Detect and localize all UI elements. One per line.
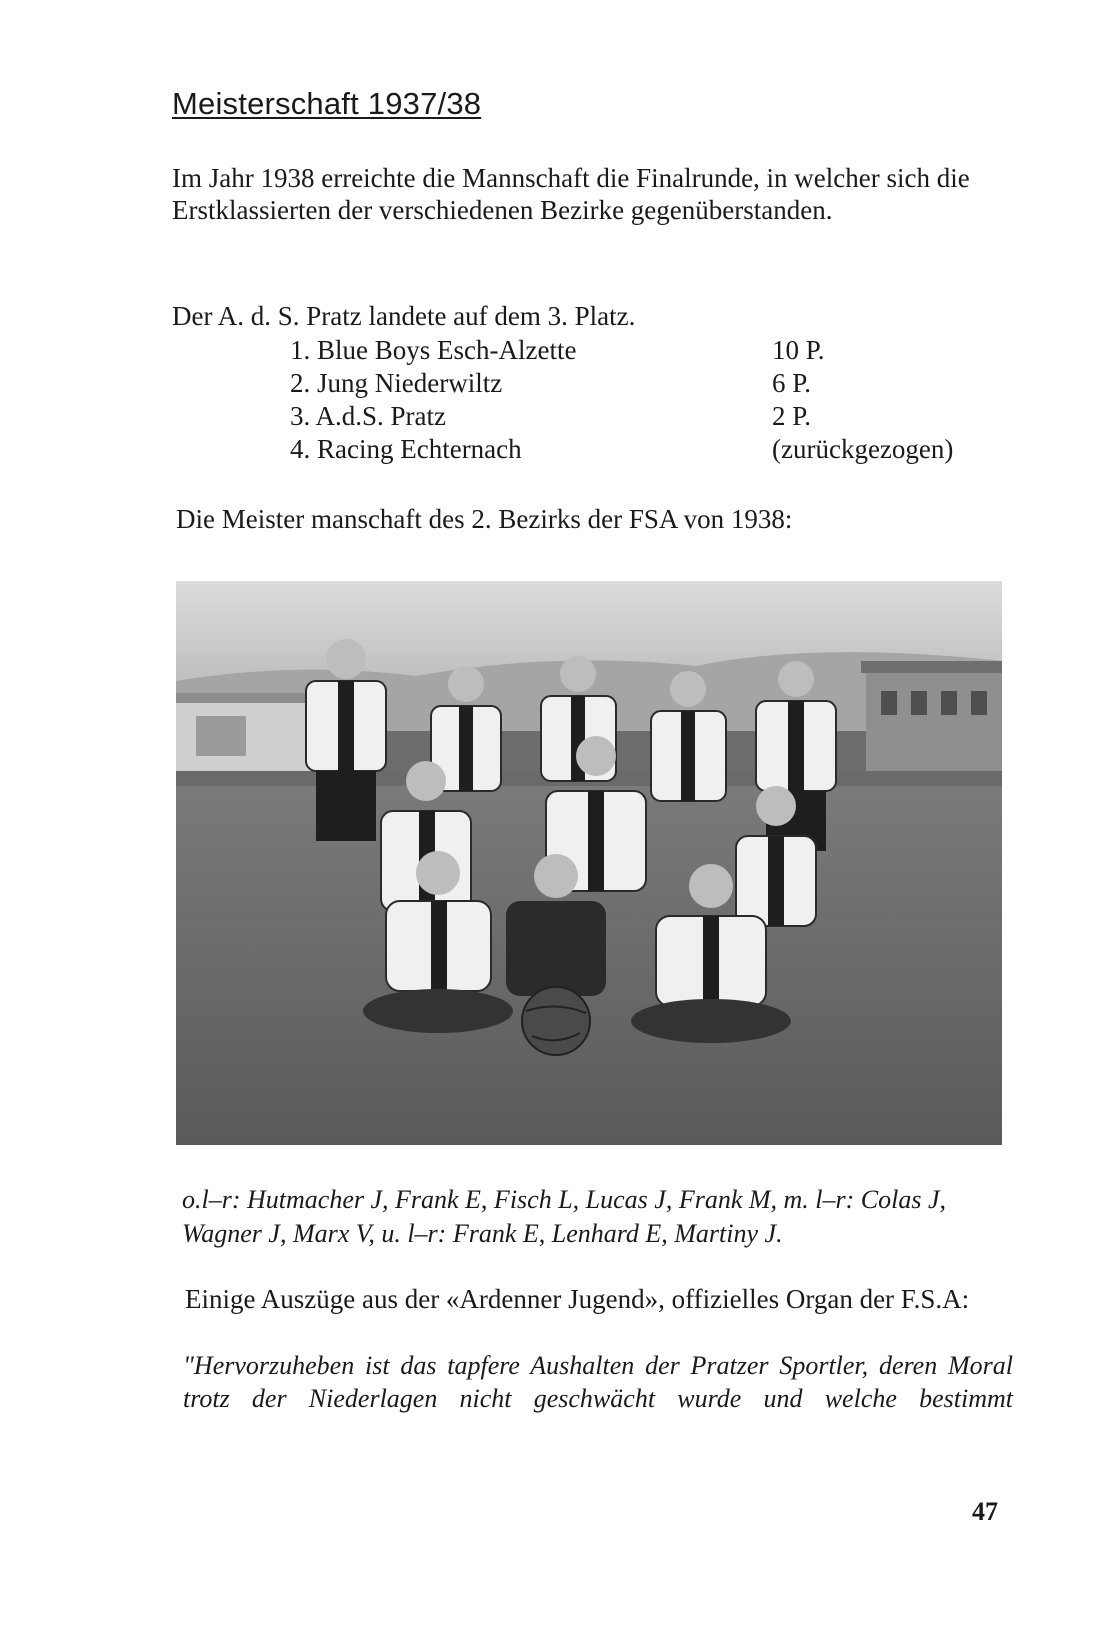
team-points: 2 P. xyxy=(772,401,812,431)
standings-table xyxy=(290,334,1010,466)
team-name: 2. Jung Niederwiltz xyxy=(290,368,503,398)
standings-row xyxy=(290,400,1010,433)
team-name: 3. A.d.S. Pratz xyxy=(290,401,447,431)
intro-paragraph: Im Jahr 1938 erreichte die Mannschaft die Finalrunde, in welcher sich die Erstklassierten der verschiedenen Bezirke gegenüberstanden. xyxy=(172,163,970,225)
quote-text: "Hervorzuheben ist das tapfere Aushalten der Pratzer Sportler, deren Moral trotz der Niederlagen nicht geschwächt wurde und welche bestimmt xyxy=(183,1351,1013,1413)
team-points: (zurückgezogen) xyxy=(772,434,954,464)
standings-row xyxy=(290,433,1010,466)
section-heading: Meisterschaft 1937/38 xyxy=(172,86,482,121)
page-number: 47 xyxy=(972,1497,998,1526)
photo-caption: o.l–r: Hutmacher J, Frank E, Fisch L, Lucas J, Frank M, m. l–r: Colas J, Wagner J, Marx V, u. l–r: Frank E, Lenhard E, Martiny J. xyxy=(182,1185,947,1248)
team-photo-illustration xyxy=(176,581,1002,1145)
team-name: 4. Racing Echternach xyxy=(290,434,522,464)
photo-intro: Die Meister manschaft des 2. Bezirks der FSA von 1938: xyxy=(176,504,793,534)
result-line: Der A. d. S. Pratz landete auf dem 3. Platz. xyxy=(172,301,636,331)
team-photo xyxy=(176,581,1002,1145)
standings-row xyxy=(290,334,1010,367)
team-points: 6 P. xyxy=(772,368,812,398)
excerpt-intro: Einige Auszüge aus der «Ardenner Jugend», offizielles Organ der F.S.A: xyxy=(185,1284,970,1314)
standings-row xyxy=(290,367,1010,400)
team-points: 10 P. xyxy=(772,335,825,365)
team-name: 1. Blue Boys Esch-Alzette xyxy=(290,335,577,365)
